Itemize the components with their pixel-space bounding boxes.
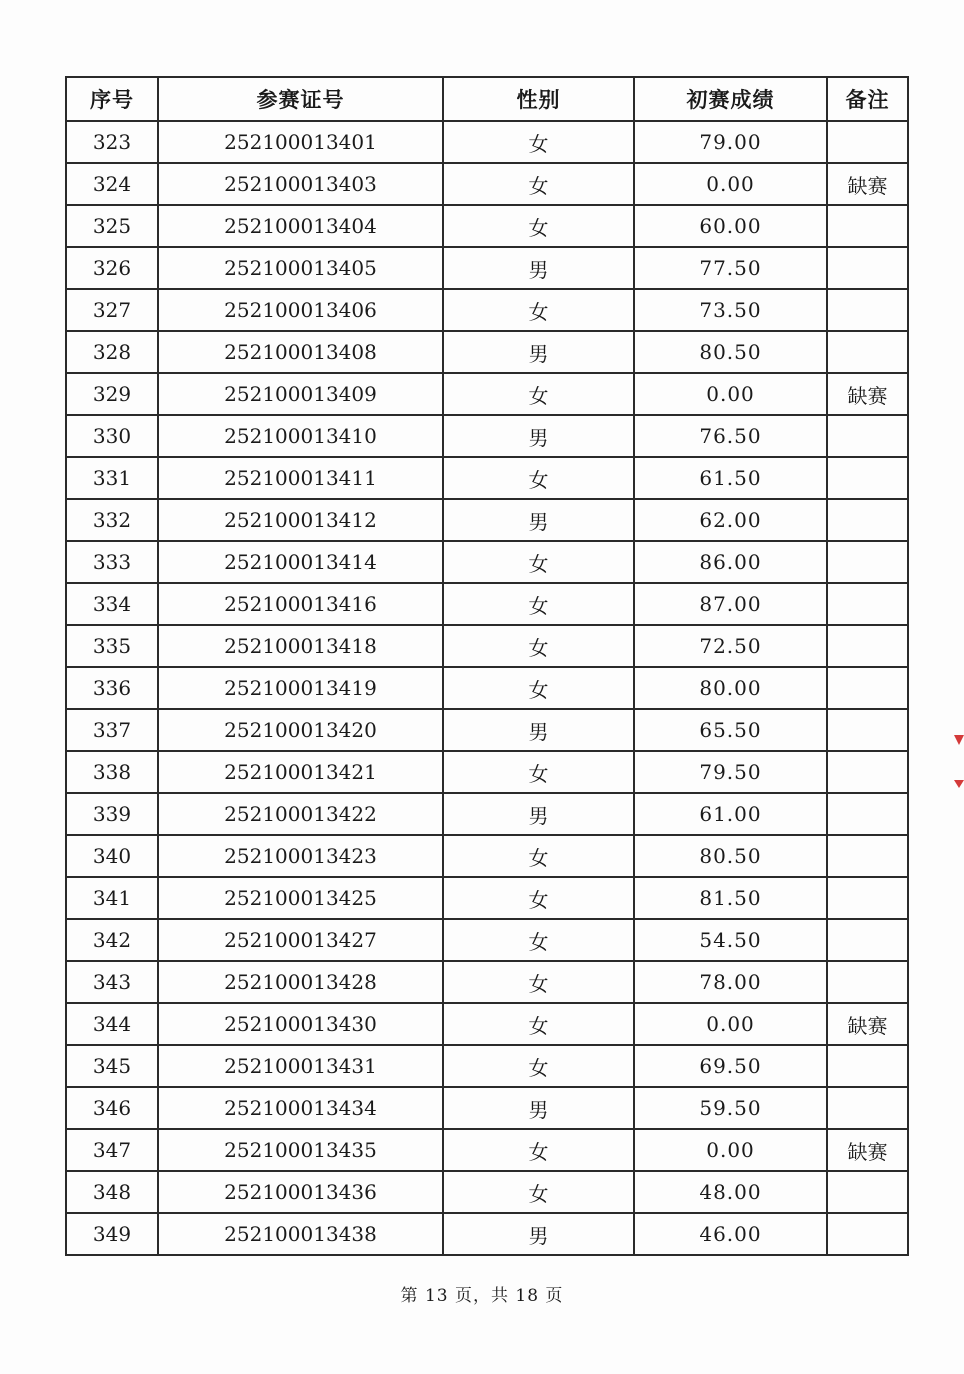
cell-entry-id: 252100013434 [158,1087,443,1129]
cell-gender: 女 [443,961,634,1003]
cell-serial: 345 [66,1045,158,1087]
cell-score: 61.50 [634,457,827,499]
cell-entry-id: 252100013419 [158,667,443,709]
cell-serial: 343 [66,961,158,1003]
cell-serial: 337 [66,709,158,751]
cell-remark [827,205,908,247]
cell-remark [827,1171,908,1213]
cell-score: 80.00 [634,667,827,709]
cell-score: 81.50 [634,877,827,919]
table-row [66,751,908,793]
cell-entry-id: 252100013411 [158,457,443,499]
cell-entry-id: 252100013406 [158,289,443,331]
cell-entry-id: 252100013403 [158,163,443,205]
cell-score: 46.00 [634,1213,827,1255]
cell-gender: 男 [443,247,634,289]
cell-entry-id: 252100013425 [158,877,443,919]
cell-entry-id: 252100013405 [158,247,443,289]
cell-entry-id: 252100013422 [158,793,443,835]
cell-remark [827,751,908,793]
header-gender: 性别 [443,77,634,121]
cell-serial: 338 [66,751,158,793]
cell-gender: 男 [443,415,634,457]
cell-remark: 缺赛 [827,163,908,205]
cell-remark [827,877,908,919]
cell-serial: 342 [66,919,158,961]
cell-gender: 女 [443,205,634,247]
cell-score: 77.50 [634,247,827,289]
cell-remark [827,331,908,373]
cell-score: 80.50 [634,331,827,373]
cell-serial: 339 [66,793,158,835]
cell-entry-id: 252100013421 [158,751,443,793]
cell-gender: 男 [443,1213,634,1255]
cell-serial: 336 [66,667,158,709]
cell-gender: 女 [443,121,634,163]
cell-entry-id: 252100013408 [158,331,443,373]
cell-serial: 347 [66,1129,158,1171]
table-row [66,373,908,415]
cell-remark [827,835,908,877]
cell-gender: 女 [443,835,634,877]
table-row [66,709,908,751]
table-row [66,499,908,541]
cell-entry-id: 252100013404 [158,205,443,247]
cell-remark [827,583,908,625]
cell-entry-id: 252100013420 [158,709,443,751]
cell-remark: 缺赛 [827,1003,908,1045]
cell-serial: 344 [66,1003,158,1045]
table-row [66,121,908,163]
cell-score: 79.50 [634,751,827,793]
header-score: 初赛成绩 [634,77,827,121]
cell-entry-id: 252100013412 [158,499,443,541]
cell-score: 54.50 [634,919,827,961]
cell-entry-id: 252100013427 [158,919,443,961]
cell-score: 0.00 [634,373,827,415]
cell-remark: 缺赛 [827,1129,908,1171]
cell-remark [827,289,908,331]
cell-remark [827,457,908,499]
cell-entry-id: 252100013430 [158,1003,443,1045]
cell-score: 86.00 [634,541,827,583]
cell-gender: 女 [443,919,634,961]
cell-gender: 女 [443,1045,634,1087]
table-row [66,541,908,583]
cell-score: 48.00 [634,1171,827,1213]
cell-gender: 男 [443,709,634,751]
cell-gender: 女 [443,877,634,919]
cell-entry-id: 252100013423 [158,835,443,877]
cell-gender: 女 [443,373,634,415]
cell-serial: 327 [66,289,158,331]
cell-serial: 346 [66,1087,158,1129]
cell-gender: 女 [443,541,634,583]
cell-serial: 330 [66,415,158,457]
cell-serial: 328 [66,331,158,373]
cell-gender: 女 [443,1171,634,1213]
table-row [66,793,908,835]
cell-score: 59.50 [634,1087,827,1129]
cell-remark [827,1087,908,1129]
edge-mark [954,735,964,745]
cell-remark [827,415,908,457]
header-serial: 序号 [66,77,158,121]
cell-gender: 女 [443,457,634,499]
cell-remark [827,247,908,289]
cell-score: 60.00 [634,205,827,247]
table-row [66,415,908,457]
cell-gender: 女 [443,667,634,709]
cell-entry-id: 252100013414 [158,541,443,583]
cell-score: 61.00 [634,793,827,835]
table-row [66,163,908,205]
cell-serial: 340 [66,835,158,877]
cell-gender: 女 [443,1129,634,1171]
cell-remark [827,541,908,583]
cell-remark [827,919,908,961]
cell-score: 0.00 [634,1129,827,1171]
cell-score: 87.00 [634,583,827,625]
header-remark: 备注 [827,77,908,121]
table-row [66,667,908,709]
cell-remark [827,1045,908,1087]
cell-serial: 324 [66,163,158,205]
cell-remark [827,709,908,751]
cell-remark [827,625,908,667]
cell-entry-id: 252100013435 [158,1129,443,1171]
cell-serial: 333 [66,541,158,583]
table-row [66,289,908,331]
cell-score: 76.50 [634,415,827,457]
results-table [65,76,909,1256]
table-row [66,835,908,877]
cell-serial: 349 [66,1213,158,1255]
cell-gender: 女 [443,289,634,331]
table-body [66,121,908,1255]
table-row [66,877,908,919]
cell-score: 78.00 [634,961,827,1003]
table-row [66,583,908,625]
table-row [66,1129,908,1171]
cell-score: 62.00 [634,499,827,541]
cell-serial: 323 [66,121,158,163]
cell-score: 72.50 [634,625,827,667]
cell-score: 79.00 [634,121,827,163]
edge-mark [954,780,964,788]
cell-score: 65.50 [634,709,827,751]
cell-remark [827,499,908,541]
cell-entry-id: 252100013409 [158,373,443,415]
table-row [66,1003,908,1045]
cell-remark [827,961,908,1003]
header-entry-id: 参赛证号 [158,77,443,121]
cell-score: 0.00 [634,1003,827,1045]
table-row [66,1213,908,1255]
cell-serial: 326 [66,247,158,289]
cell-remark [827,793,908,835]
cell-serial: 331 [66,457,158,499]
cell-serial: 329 [66,373,158,415]
cell-gender: 男 [443,793,634,835]
cell-remark [827,667,908,709]
cell-serial: 335 [66,625,158,667]
cell-entry-id: 252100013428 [158,961,443,1003]
cell-gender: 女 [443,1003,634,1045]
cell-gender: 女 [443,751,634,793]
table-row [66,205,908,247]
table-row [66,625,908,667]
cell-remark [827,1213,908,1255]
cell-gender: 男 [443,499,634,541]
cell-score: 80.50 [634,835,827,877]
table-row [66,331,908,373]
cell-serial: 334 [66,583,158,625]
cell-remark: 缺赛 [827,373,908,415]
cell-entry-id: 252100013418 [158,625,443,667]
cell-entry-id: 252100013410 [158,415,443,457]
page-footer: 第 13 页，共 18 页 [400,1286,564,1306]
table-row [66,247,908,289]
cell-score: 73.50 [634,289,827,331]
cell-serial: 332 [66,499,158,541]
cell-entry-id: 252100013438 [158,1213,443,1255]
cell-gender: 男 [443,1087,634,1129]
table-header-row [66,77,908,121]
cell-entry-id: 252100013436 [158,1171,443,1213]
table-row [66,457,908,499]
cell-score: 69.50 [634,1045,827,1087]
table-row [66,1087,908,1129]
cell-remark [827,121,908,163]
cell-entry-id: 252100013416 [158,583,443,625]
table-row [66,1171,908,1213]
cell-gender: 男 [443,331,634,373]
table-row [66,1045,908,1087]
cell-entry-id: 252100013431 [158,1045,443,1087]
cell-gender: 女 [443,163,634,205]
cell-serial: 325 [66,205,158,247]
cell-serial: 341 [66,877,158,919]
cell-gender: 女 [443,625,634,667]
table-row [66,919,908,961]
cell-score: 0.00 [634,163,827,205]
cell-entry-id: 252100013401 [158,121,443,163]
table-row [66,961,908,1003]
cell-gender: 女 [443,583,634,625]
cell-serial: 348 [66,1171,158,1213]
